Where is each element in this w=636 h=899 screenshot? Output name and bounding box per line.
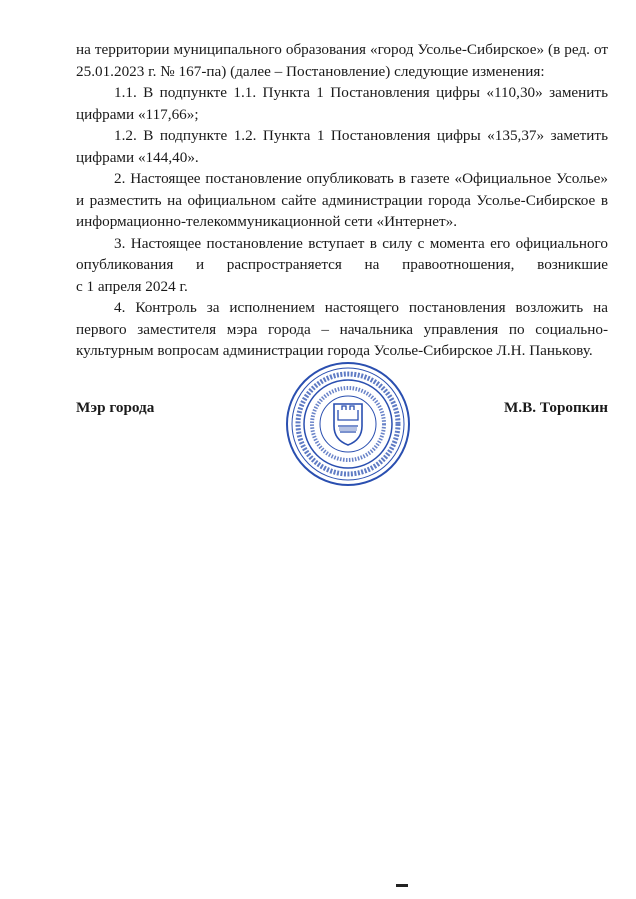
paragraph-item-1-2: 1.2. В подпункте 1.2. Пункта 1 Постановления цифры «135,37» заметить цифрами «144,40».: [76, 127, 608, 166]
paragraph-item-1-1: 1.1. В подпункте 1.1. Пункта 1 Постановления цифры «110,30» заменить цифрами «117,66»;: [76, 84, 608, 123]
paragraph-intro: на территории муниципального образования «город Усолье-Сибирское» (в ред. от 25.01.2023 г. № 167-па) (далее – Постановление) следующие изменения:: [76, 41, 608, 80]
official-seal-icon: [284, 360, 412, 488]
paragraph-item-2: 2. Настоящее постановление опубликовать в газете «Официальное Усолье» и разместить на официальном сайте администрации города Усолье-Сибирское в информационно-телекоммуникационной сети «Интернет».: [76, 170, 608, 230]
paragraph-item-3a: 3. Настоящее постановление вступает в силу с момента его официального опубликования и распространяется на правоотношения, возникшие: [76, 234, 608, 273]
paragraph-item-4: 4. Контроль за исполнением настоящего постановления возложить на первого заместителя мэра города – начальника управления по социально-культурным вопросам администрации города Усолье-Сибирское Л.Н. Панькову.: [76, 299, 608, 359]
signatory-position: Мэр города: [76, 399, 155, 416]
signatory-name: М.В. Торопкин: [504, 399, 608, 416]
page-mark: [396, 884, 408, 887]
document-body: [76, 39, 608, 362]
paragraph-item-3b: с 1 апреля 2024 г.: [76, 277, 188, 295]
